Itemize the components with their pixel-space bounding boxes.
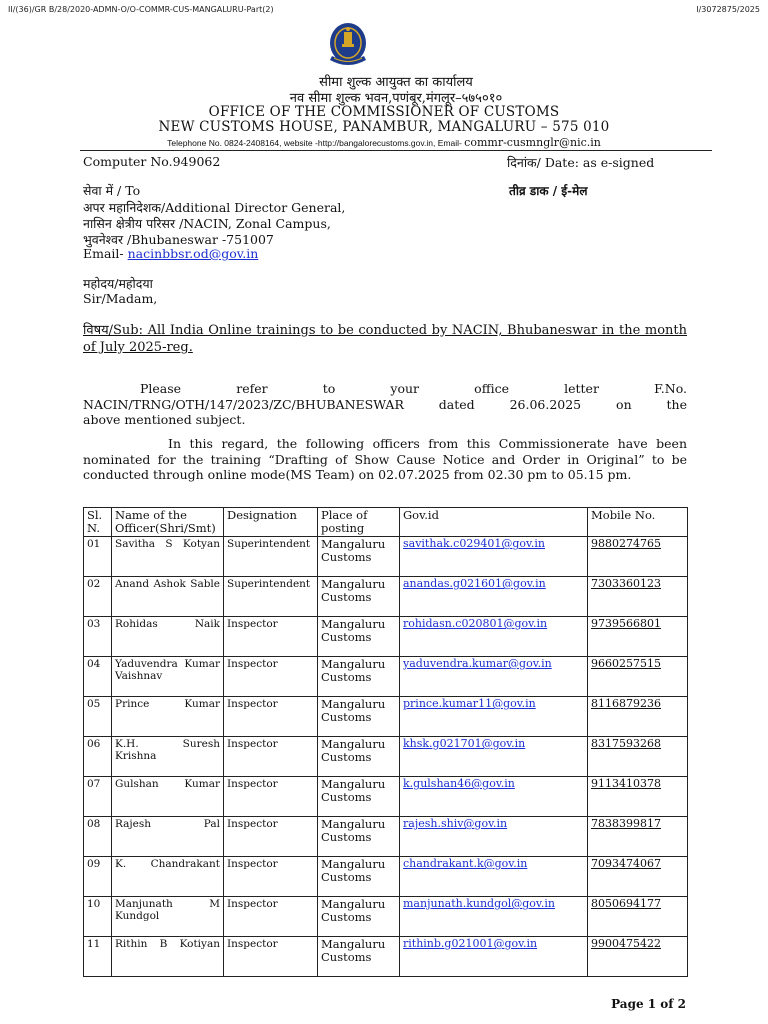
cell-mobile-no	[588, 737, 688, 777]
cell-officer-name: Gulshan Kumar	[112, 777, 224, 817]
header-mobile-no: Mobile No.	[588, 508, 688, 537]
addressee-email-link[interactable]: nacinbbsr.od@gov.in	[127, 246, 259, 261]
office-email: commr-cusmnglr@nic.in	[464, 136, 601, 149]
officer-email-link[interactable]: rohidasn.c020801@gov.in	[403, 617, 548, 630]
officer-mobile: 7838399817	[591, 817, 661, 830]
cell-officer-name: Manjunath M Kundgol	[112, 897, 224, 937]
header-sl-no: Sl. N.	[84, 508, 112, 537]
cell-designation: Superintendent	[224, 577, 318, 617]
cell-mobile-no	[588, 697, 688, 737]
cell-designation: Inspector	[224, 617, 318, 657]
cell-place-of-posting: Mangaluru Customs	[318, 537, 400, 577]
cell-place-of-posting: Mangaluru Customs	[318, 937, 400, 977]
cell-designation: Inspector	[224, 777, 318, 817]
cell-gov-id	[400, 817, 588, 857]
officer-mobile: 8050694177	[591, 897, 661, 910]
cell-officer-name: Anand Ashok Sable	[112, 577, 224, 617]
addressee-city: भुवनेश्वर /Bhubaneswar -751007	[83, 232, 274, 247]
priority-label: तीव्र डाक / ई-मेल	[509, 184, 588, 198]
table-row	[84, 777, 688, 817]
cell-officer-name: Savitha S Kotyan	[112, 537, 224, 577]
document-number: I/3072875/2025	[696, 5, 760, 14]
officer-email-link[interactable]: rajesh.shiv@gov.in	[403, 817, 508, 830]
cell-designation: Inspector	[224, 657, 318, 697]
cell-place-of-posting: Mangaluru Customs	[318, 697, 400, 737]
officer-email-link[interactable]: anandas.g021601@gov.in	[403, 577, 546, 590]
addressee-email-line	[83, 246, 258, 261]
salutation-hindi: महोदय/महोदया	[83, 276, 153, 291]
cell-officer-name: K.H. Suresh Krishna	[112, 737, 224, 777]
officer-email-link[interactable]: prince.kumar11@gov.in	[403, 697, 536, 710]
cell-officer-name: Prince Kumar	[112, 697, 224, 737]
subject-line: विषय/Sub: All India Online trainings to be conducted by NACIN, Bhubaneswar in the month of July 2025-reg.	[83, 323, 687, 355]
cell-designation: Inspector	[224, 737, 318, 777]
email-label: Email-	[83, 246, 128, 261]
cell-officer-name: K. Chandrakant	[112, 857, 224, 897]
table-row	[84, 697, 688, 737]
officer-mobile: 9113410378	[591, 777, 661, 790]
cell-officer-name: Yaduvendra Kumar Vaishnav	[112, 657, 224, 697]
letter-date: दिनांक/ Date: as e-signed	[507, 155, 655, 170]
cell-sl-no: 07	[84, 777, 112, 817]
table-row	[84, 817, 688, 857]
cell-sl-no: 08	[84, 817, 112, 857]
header-place-of-posting: Place of posting	[318, 508, 400, 537]
header-divider	[80, 150, 712, 151]
cell-mobile-no	[588, 897, 688, 937]
officer-mobile: 7093474067	[591, 857, 661, 870]
cell-place-of-posting: Mangaluru Customs	[318, 857, 400, 897]
addressee-designation: अपर महानिदेशक/Additional Director General,	[83, 200, 346, 215]
office-address: NEW CUSTOMS HOUSE, PANAMBUR, MANGALURU – 575 010	[158, 119, 610, 135]
cell-designation: Inspector	[224, 857, 318, 897]
customs-emblem-icon	[320, 18, 376, 70]
reference-line-2: NACIN/TRNG/OTH/147/2023/ZC/BHUBANESWAR dated 26.06.2025 on the	[83, 396, 687, 412]
reference-line-1: Please refer to your office letter F.No.	[140, 381, 687, 396]
cell-designation: Inspector	[224, 897, 318, 937]
cell-sl-no: 01	[84, 537, 112, 577]
cell-mobile-no	[588, 617, 688, 657]
officer-email-link[interactable]: k.gulshan46@gov.in	[403, 777, 515, 790]
cell-mobile-no	[588, 577, 688, 617]
cell-place-of-posting: Mangaluru Customs	[318, 897, 400, 937]
reference-line-3: above mentioned subject.	[83, 412, 246, 427]
cell-place-of-posting: Mangaluru Customs	[318, 777, 400, 817]
cell-gov-id	[400, 937, 588, 977]
officer-mobile: 8317593268	[591, 737, 661, 750]
table-row	[84, 737, 688, 777]
office-name-hindi: सीमा शुल्क आयुक्त का कार्यालय	[319, 75, 473, 90]
cell-gov-id	[400, 577, 588, 617]
cell-designation: Inspector	[224, 817, 318, 857]
header-gov-id: Gov.id	[400, 508, 588, 537]
header-designation: Designation	[224, 508, 318, 537]
addressee-office: नासिन क्षेत्रीय परिसर /NACIN, Zonal Campus,	[83, 216, 331, 231]
office-name: OFFICE OF THE COMMISSIONER OF CUSTOMS	[208, 104, 560, 120]
cell-mobile-no	[588, 657, 688, 697]
cell-designation: Inspector	[224, 937, 318, 977]
officer-email-link[interactable]: khsk.g021701@gov.in	[403, 737, 526, 750]
officer-mobile: 9900475422	[591, 937, 661, 950]
cell-officer-name: Rajesh Pal	[112, 817, 224, 857]
table-row	[84, 857, 688, 897]
officer-mobile: 8116879236	[591, 697, 661, 710]
table-row	[84, 657, 688, 697]
telephone-website: Telephone No. 0824-2408164, website -http://bangalorecustoms.gov.in, Email-	[167, 138, 465, 148]
officer-mobile: 7303360123	[591, 577, 661, 590]
cell-sl-no: 09	[84, 857, 112, 897]
table-row	[84, 577, 688, 617]
cell-designation: Inspector	[224, 697, 318, 737]
address-hindi: नव सीमा शुल्क भवन,पणंबूर,मंगलूर–५७५०१०	[289, 91, 503, 106]
cell-sl-no: 03	[84, 617, 112, 657]
officer-mobile: 9660257515	[591, 657, 661, 670]
cell-place-of-posting: Mangaluru Customs	[318, 657, 400, 697]
table-row	[84, 937, 688, 977]
cell-gov-id	[400, 897, 588, 937]
page-number: Page 1 of 2	[611, 997, 686, 1011]
cell-sl-no: 11	[84, 937, 112, 977]
cell-gov-id	[400, 657, 588, 697]
table-row	[84, 897, 688, 937]
cell-sl-no: 10	[84, 897, 112, 937]
cell-officer-name: Rithin B Kotiyan	[112, 937, 224, 977]
salutation: Sir/Madam,	[83, 291, 158, 306]
cell-mobile-no	[588, 857, 688, 897]
cell-place-of-posting: Mangaluru Customs	[318, 737, 400, 777]
cell-place-of-posting: Mangaluru Customs	[318, 577, 400, 617]
cell-gov-id	[400, 617, 588, 657]
table-header-row	[84, 508, 688, 537]
table-row	[84, 617, 688, 657]
cell-place-of-posting: Mangaluru Customs	[318, 817, 400, 857]
cell-officer-name: Rohidas Naik	[112, 617, 224, 657]
cell-mobile-no	[588, 537, 688, 577]
cell-gov-id	[400, 737, 588, 777]
officer-email-link[interactable]: rithinb.g021001@gov.in	[403, 937, 538, 950]
officer-email-link[interactable]: savithak.c029401@gov.in	[403, 537, 545, 550]
officer-email-link[interactable]: chandrakant.k@gov.in	[403, 857, 528, 870]
nomination-paragraph: In this regard, the following officers from this Commissionerate have been nominated for the training “Drafting of Show Cause Notice and Order in Original” to be conducted through online mode(MS Team) on 02.07.2025 from 02.30 pm to 05.15 pm.	[83, 436, 687, 482]
to-label: सेवा में / To	[83, 183, 141, 198]
cell-designation: Superintendent	[224, 537, 318, 577]
officers-table	[83, 507, 688, 977]
cell-gov-id	[400, 697, 588, 737]
officers-table-body	[84, 537, 688, 977]
cell-mobile-no	[588, 817, 688, 857]
cell-place-of-posting: Mangaluru Customs	[318, 617, 400, 657]
officer-mobile: 9880274765	[591, 537, 661, 550]
cell-gov-id	[400, 857, 588, 897]
header-officer-name: Name of the Officer(Shri/Smt)	[112, 508, 224, 537]
cell-mobile-no	[588, 777, 688, 817]
officer-email-link[interactable]: manjunath.kundgol@gov.in	[403, 897, 555, 910]
officer-mobile: 9739566801	[591, 617, 661, 630]
file-reference: II/(36)/GR B/28/2020-ADMN-O/O-COMMR-CUS-MANGALURU-Part(2)	[8, 5, 274, 14]
table-row	[84, 537, 688, 577]
officer-email-link[interactable]: yaduvendra.kumar@gov.in	[403, 657, 552, 670]
cell-sl-no: 02	[84, 577, 112, 617]
cell-sl-no: 05	[84, 697, 112, 737]
cell-mobile-no	[588, 937, 688, 977]
cell-sl-no: 06	[84, 737, 112, 777]
cell-gov-id	[400, 777, 588, 817]
computer-number: Computer No.949062	[83, 154, 221, 169]
cell-sl-no: 04	[84, 657, 112, 697]
cell-gov-id	[400, 537, 588, 577]
reference-paragraph	[83, 381, 687, 428]
contact-line	[0, 136, 768, 149]
